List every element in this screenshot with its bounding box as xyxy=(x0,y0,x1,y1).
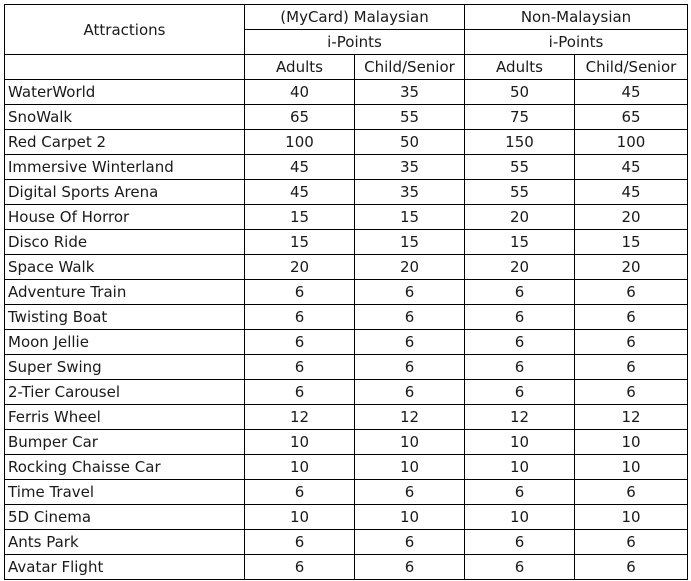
non-malaysian-child-points-cell: 6 xyxy=(575,480,688,505)
non-malaysian-child-senior-header: Child/Senior xyxy=(575,55,688,80)
non-malaysian-adult-points-cell: 10 xyxy=(465,505,575,530)
table-row xyxy=(5,555,688,580)
table-row xyxy=(5,80,688,105)
table-row xyxy=(5,255,688,280)
attraction-name-cell: Ants Park xyxy=(5,530,245,555)
malaysian-child-points-cell: 10 xyxy=(355,455,465,480)
non-malaysian-adult-points-cell: 6 xyxy=(465,305,575,330)
attraction-name-cell: Disco Ride xyxy=(5,230,245,255)
non-malaysian-adult-points-cell: 20 xyxy=(465,205,575,230)
table-row xyxy=(5,305,688,330)
non-malaysian-adult-points-cell: 10 xyxy=(465,430,575,455)
non-malaysian-child-points-cell: 10 xyxy=(575,430,688,455)
table-row xyxy=(5,380,688,405)
malaysian-adult-points-cell: 15 xyxy=(245,230,355,255)
non-malaysian-adult-points-cell: 10 xyxy=(465,455,575,480)
malaysian-child-points-cell: 10 xyxy=(355,430,465,455)
malaysian-child-points-cell: 35 xyxy=(355,80,465,105)
non-malaysian-child-points-cell: 20 xyxy=(575,255,688,280)
non-malaysian-adult-points-cell: 6 xyxy=(465,530,575,555)
attraction-name-cell: Ferris Wheel xyxy=(5,405,245,430)
non-malaysian-adult-points-cell: 15 xyxy=(465,230,575,255)
non-malaysian-adult-points-cell: 150 xyxy=(465,130,575,155)
table-row xyxy=(5,530,688,555)
attraction-name-cell: Red Carpet 2 xyxy=(5,130,245,155)
malaysian-child-points-cell: 6 xyxy=(355,280,465,305)
non-malaysian-adult-points-cell: 12 xyxy=(465,405,575,430)
table-row xyxy=(5,105,688,130)
non-malaysian-child-points-cell: 65 xyxy=(575,105,688,130)
table-row xyxy=(5,205,688,230)
attraction-name-cell: WaterWorld xyxy=(5,80,245,105)
non-malaysian-adult-points-cell: 6 xyxy=(465,555,575,580)
non-malaysian-child-points-cell: 20 xyxy=(575,205,688,230)
table-row xyxy=(5,180,688,205)
non-malaysian-adult-points-cell: 55 xyxy=(465,155,575,180)
non-malaysian-adult-points-cell: 55 xyxy=(465,180,575,205)
malaysian-adult-points-cell: 6 xyxy=(245,330,355,355)
table-row xyxy=(5,480,688,505)
non-malaysian-child-points-cell: 12 xyxy=(575,405,688,430)
non-malaysian-ipoints-header: i-Points xyxy=(465,30,688,55)
attraction-name-cell: Space Walk xyxy=(5,255,245,280)
attraction-name-cell: Adventure Train xyxy=(5,280,245,305)
malaysian-adult-points-cell: 6 xyxy=(245,530,355,555)
non-malaysian-child-points-cell: 45 xyxy=(575,180,688,205)
non-malaysian-child-points-cell: 6 xyxy=(575,530,688,555)
non-malaysian-adult-points-cell: 20 xyxy=(465,255,575,280)
non-malaysian-child-points-cell: 10 xyxy=(575,455,688,480)
table-row xyxy=(5,330,688,355)
malaysian-adult-points-cell: 6 xyxy=(245,480,355,505)
non-malaysian-adult-points-cell: 75 xyxy=(465,105,575,130)
attraction-name-cell: 2-Tier Carousel xyxy=(5,380,245,405)
attraction-name-cell: Twisting Boat xyxy=(5,305,245,330)
non-malaysian-child-points-cell: 100 xyxy=(575,130,688,155)
table-row xyxy=(5,280,688,305)
table-row xyxy=(5,130,688,155)
malaysian-adults-header: Adults xyxy=(245,55,355,80)
non-malaysian-adults-header: Adults xyxy=(465,55,575,80)
table-row xyxy=(5,230,688,255)
malaysian-adult-points-cell: 45 xyxy=(245,180,355,205)
malaysian-adult-points-cell: 100 xyxy=(245,130,355,155)
non-malaysian-child-points-cell: 6 xyxy=(575,330,688,355)
malaysian-child-points-cell: 6 xyxy=(355,355,465,380)
attraction-name-cell: Rocking Chaisse Car xyxy=(5,455,245,480)
non-malaysian-adult-points-cell: 6 xyxy=(465,380,575,405)
malaysian-child-points-cell: 6 xyxy=(355,555,465,580)
attraction-name-cell: 5D Cinema xyxy=(5,505,245,530)
malaysian-adult-points-cell: 40 xyxy=(245,80,355,105)
non-malaysian-adult-points-cell: 6 xyxy=(465,355,575,380)
malaysian-adult-points-cell: 10 xyxy=(245,455,355,480)
table-row xyxy=(5,155,688,180)
table-row xyxy=(5,430,688,455)
non-malaysian-header: Non-Malaysian xyxy=(465,5,688,30)
table-header xyxy=(5,5,688,80)
malaysian-child-points-cell: 15 xyxy=(355,205,465,230)
attraction-name-cell: Time Travel xyxy=(5,480,245,505)
malaysian-adult-points-cell: 15 xyxy=(245,205,355,230)
table-row xyxy=(5,505,688,530)
non-malaysian-child-points-cell: 6 xyxy=(575,355,688,380)
non-malaysian-child-points-cell: 10 xyxy=(575,505,688,530)
table-row xyxy=(5,355,688,380)
attraction-name-cell: Bumper Car xyxy=(5,430,245,455)
malaysian-adult-points-cell: 12 xyxy=(245,405,355,430)
malaysian-adult-points-cell: 6 xyxy=(245,555,355,580)
malaysian-child-points-cell: 6 xyxy=(355,305,465,330)
attraction-name-cell: Digital Sports Arena xyxy=(5,180,245,205)
malaysian-child-points-cell: 55 xyxy=(355,105,465,130)
malaysian-adult-points-cell: 10 xyxy=(245,430,355,455)
malaysian-adult-points-cell: 20 xyxy=(245,255,355,280)
non-malaysian-child-points-cell: 6 xyxy=(575,305,688,330)
malaysian-adult-points-cell: 10 xyxy=(245,505,355,530)
non-malaysian-child-points-cell: 6 xyxy=(575,280,688,305)
attraction-name-cell: House Of Horror xyxy=(5,205,245,230)
attraction-name-cell: Super Swing xyxy=(5,355,245,380)
malaysian-child-points-cell: 6 xyxy=(355,330,465,355)
blank-header-cell xyxy=(5,55,245,80)
attraction-name-cell: Moon Jellie xyxy=(5,330,245,355)
table-body xyxy=(5,80,688,580)
malaysian-adult-points-cell: 6 xyxy=(245,380,355,405)
malaysian-adult-points-cell: 45 xyxy=(245,155,355,180)
malaysian-child-points-cell: 15 xyxy=(355,230,465,255)
malaysian-child-points-cell: 50 xyxy=(355,130,465,155)
non-malaysian-child-points-cell: 45 xyxy=(575,155,688,180)
malaysian-header: (MyCard) Malaysian xyxy=(245,5,465,30)
malaysian-ipoints-header: i-Points xyxy=(245,30,465,55)
non-malaysian-adult-points-cell: 6 xyxy=(465,330,575,355)
non-malaysian-adult-points-cell: 6 xyxy=(465,480,575,505)
table-row xyxy=(5,405,688,430)
malaysian-child-points-cell: 35 xyxy=(355,155,465,180)
table-row xyxy=(5,455,688,480)
non-malaysian-child-points-cell: 15 xyxy=(575,230,688,255)
attractions-header: Attractions xyxy=(5,5,245,55)
attraction-name-cell: SnoWalk xyxy=(5,105,245,130)
malaysian-adult-points-cell: 6 xyxy=(245,355,355,380)
malaysian-adult-points-cell: 6 xyxy=(245,280,355,305)
malaysian-child-points-cell: 12 xyxy=(355,405,465,430)
malaysian-child-points-cell: 10 xyxy=(355,505,465,530)
attractions-points-table xyxy=(4,4,688,580)
non-malaysian-adult-points-cell: 50 xyxy=(465,80,575,105)
attraction-name-cell: Immersive Winterland xyxy=(5,155,245,180)
malaysian-child-points-cell: 35 xyxy=(355,180,465,205)
malaysian-child-senior-header: Child/Senior xyxy=(355,55,465,80)
malaysian-child-points-cell: 20 xyxy=(355,255,465,280)
non-malaysian-child-points-cell: 6 xyxy=(575,380,688,405)
malaysian-adult-points-cell: 65 xyxy=(245,105,355,130)
non-malaysian-child-points-cell: 45 xyxy=(575,80,688,105)
malaysian-child-points-cell: 6 xyxy=(355,530,465,555)
malaysian-child-points-cell: 6 xyxy=(355,480,465,505)
non-malaysian-child-points-cell: 6 xyxy=(575,555,688,580)
non-malaysian-adult-points-cell: 6 xyxy=(465,280,575,305)
malaysian-child-points-cell: 6 xyxy=(355,380,465,405)
attraction-name-cell: Avatar Flight xyxy=(5,555,245,580)
malaysian-adult-points-cell: 6 xyxy=(245,305,355,330)
